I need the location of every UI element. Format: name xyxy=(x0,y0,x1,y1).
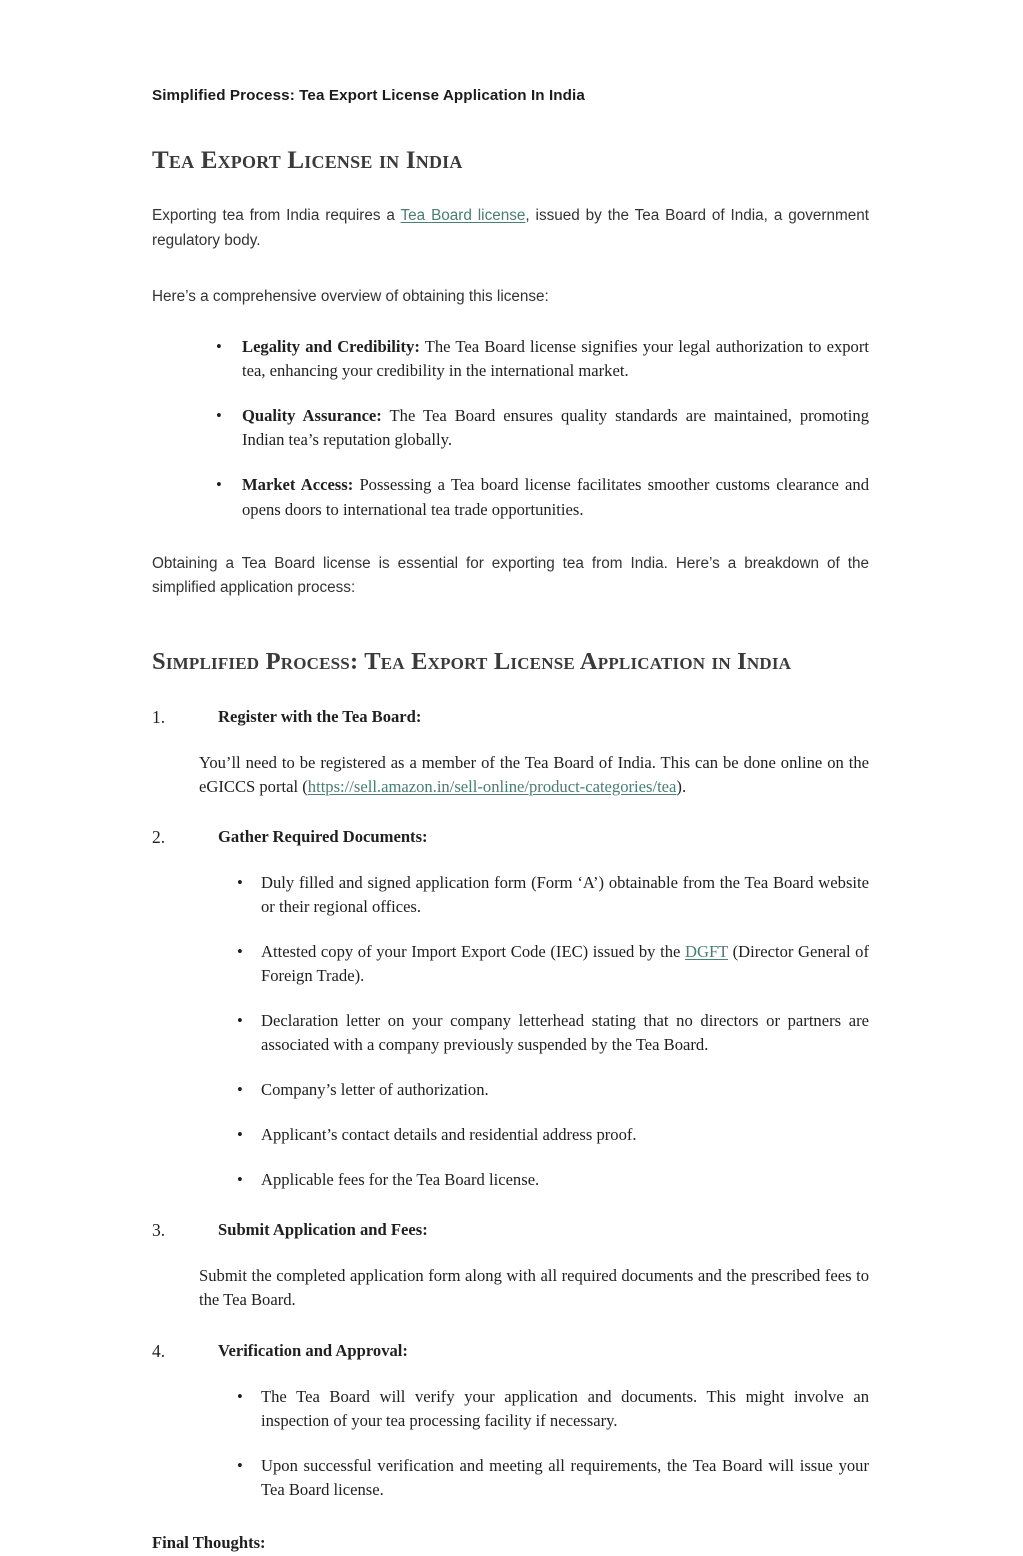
step-body-after-link: ). xyxy=(676,776,687,796)
required-documents-list xyxy=(152,871,869,1192)
dgft-link[interactable]: DGFT xyxy=(684,941,729,961)
list-item xyxy=(152,404,869,452)
bullet-icon: • xyxy=(216,406,222,426)
list-item xyxy=(152,871,869,919)
step-label-text: Register with the Tea Board: xyxy=(218,706,422,726)
verification-text: Upon successful verification and meeting all requirements, the Tea Board will issue your Tea Board license. xyxy=(261,1456,869,1500)
list-item xyxy=(152,1123,869,1147)
benefits-list xyxy=(152,335,869,521)
section-heading-simplified-process: Simplified Process: Tea Export License Application in India xyxy=(152,648,792,676)
bullet-icon: • xyxy=(237,941,243,961)
step-label xyxy=(152,1218,869,1242)
process-steps-list xyxy=(152,705,869,1503)
bullet-icon: • xyxy=(237,1079,243,1099)
obtaining-paragraph: Obtaining a Tea Board license is essential for exporting tea from India. Here’s a breakdown of the simplified application process: xyxy=(152,554,869,597)
step-body-before-link: You’ll need to be registered as a member of the Tea Board of India. This can be done online on the eGICCS portal ( xyxy=(199,752,869,796)
section-heading-tea-export-license: Tea Export License in India xyxy=(152,147,463,174)
bullet-icon: • xyxy=(237,1125,243,1145)
egiccs-portal-link[interactable]: https://sell.amazon.in/sell-online/product-categories/tea xyxy=(307,776,677,796)
document-text: Declaration letter on your company letterhead stating that no directors or partners are associated with a company previously suspended by the Tea Board. xyxy=(261,1010,869,1054)
step-number: 2. xyxy=(152,826,166,847)
list-item xyxy=(152,1454,869,1502)
step-label-text: Gather Required Documents: xyxy=(218,826,428,846)
step-label-text: Submit Application and Fees: xyxy=(218,1220,428,1240)
list-item xyxy=(152,1168,869,1192)
step-register-with-tea-board xyxy=(152,705,869,799)
tea-board-license-link[interactable]: Tea Board license xyxy=(400,207,526,224)
step-label-text: Verification and Approval: xyxy=(218,1341,408,1361)
benefit-text: The Tea Board ensures quality standards are maintained, promoting Indian tea’s reputation globally. xyxy=(242,406,869,450)
list-item xyxy=(152,335,869,383)
step-verification-and-approval xyxy=(152,1339,869,1502)
step-label xyxy=(152,705,869,729)
verification-steps-list xyxy=(152,1385,869,1502)
page-title: Simplified Process: Tea Export License Application In India xyxy=(152,87,585,104)
bullet-icon: • xyxy=(237,1010,243,1030)
document-text-before-link: Attested copy of your Import Export Code (IEC) issued by the xyxy=(261,941,685,961)
document-text: Applicable fees for the Tea Board license. xyxy=(261,1170,540,1190)
intro-text-before-link: Exporting tea from India requires a xyxy=(152,207,401,224)
benefit-text: Possessing a Tea board license facilitates smoother customs clearance and opens doors to international tea trade opportunities. xyxy=(242,475,869,519)
document-content xyxy=(152,86,869,1556)
list-item xyxy=(152,473,869,521)
bullet-icon: • xyxy=(237,1170,243,1190)
verification-text: The Tea Board will verify your application and documents. This might involve an inspection of your tea processing facility if necessary. xyxy=(261,1387,869,1431)
step-label xyxy=(152,1339,869,1363)
document-text: Applicant’s contact details and residential address proof. xyxy=(261,1125,637,1145)
bullet-icon: • xyxy=(216,475,222,495)
final-thoughts-heading: Final Thoughts: xyxy=(152,1533,266,1553)
benefit-label: Legality and Credibility: xyxy=(242,337,420,357)
benefit-label: Quality Assurance: xyxy=(242,406,382,426)
benefit-label: Market Access: xyxy=(242,475,354,495)
benefit-text: The Tea Board license signifies your legal authorization to export tea, enhancing your credibility in the international market. xyxy=(242,337,869,381)
step-number: 1. xyxy=(152,706,166,727)
step-body: Submit the completed application form along with all required documents and the prescribed fees to the Tea Board. xyxy=(199,1266,869,1310)
intro-text-after-link: , issued by the Tea Board of India, a government regulatory body. xyxy=(152,207,869,249)
document-text: Company’s letter of authorization. xyxy=(261,1079,489,1099)
document-text: Duly filled and signed application form (Form ‘A’) obtainable from the Tea Board website or their regional offices. xyxy=(261,872,869,916)
document-text-after-link: (Director General of Foreign Trade). xyxy=(261,941,869,985)
step-number: 3. xyxy=(152,1220,166,1241)
list-item xyxy=(152,1009,869,1057)
bullet-icon: • xyxy=(237,872,243,892)
step-gather-required-documents xyxy=(152,825,869,1192)
list-item xyxy=(152,1385,869,1433)
intro-paragraph xyxy=(152,204,869,254)
step-number: 4. xyxy=(152,1341,166,1362)
bullet-icon: • xyxy=(237,1387,243,1407)
bullet-icon: • xyxy=(237,1456,243,1476)
list-item xyxy=(152,1078,869,1102)
overview-lead-paragraph: Here’s a comprehensive overview of obtaining this license: xyxy=(152,287,549,305)
step-body xyxy=(152,751,869,799)
step-submit-application-and-fees xyxy=(152,1218,869,1312)
bullet-icon: • xyxy=(216,337,222,357)
list-item xyxy=(152,940,869,988)
step-label xyxy=(152,825,869,849)
